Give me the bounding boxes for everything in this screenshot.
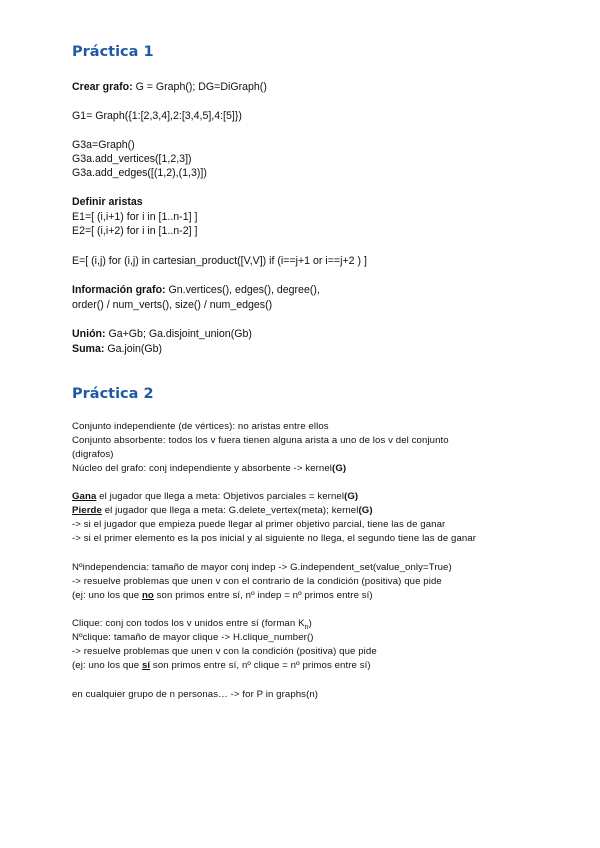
suma-label: Suma: — [72, 343, 105, 355]
pierde-line — [72, 504, 373, 518]
text-span: (G) — [358, 505, 373, 516]
text-line — [72, 659, 371, 673]
definir-aristas-heading: Definir aristas — [72, 196, 143, 208]
suma-line — [72, 342, 162, 356]
section-title: Práctica 2 — [72, 386, 154, 402]
subscript: n — [304, 623, 309, 631]
text-line: Conjunto absorbente: todos los v fuera tienen alguna arista a uno de los v del conjunto — [72, 435, 449, 446]
text-span-underlined: no — [141, 590, 154, 601]
info-text-1: Gn.vertices(), edges(), degree(), — [165, 284, 320, 296]
e2-line: E2=[ (i,i+2) for i in [1..n-2] ] — [72, 225, 198, 237]
union-text: Ga+Gb; Ga.disjoint_union(Gb) — [105, 328, 252, 340]
text-line — [72, 462, 346, 476]
g3a-line-1: G3a=Graph() — [72, 139, 135, 151]
suma-text: Ga.join(Gb) — [104, 343, 163, 355]
text-span: ) — [308, 618, 312, 629]
text-line — [72, 589, 373, 603]
text-span: son primos entre sí, nº clique = nº primos entre sí) — [150, 660, 371, 671]
text-line: -> si el primer elemento es la pos inicial y al siguiente no llega, el segundo tiene las de ganar — [72, 533, 477, 544]
text-span: son primos entre sí, nº indep = nº primos entre sí) — [153, 590, 373, 601]
gana-line — [72, 490, 358, 504]
text-line: -> si el jugador que empieza puede llegar al primer objetivo parcial, tiene las de ganar — [72, 519, 446, 530]
text-line: Conjunto independiente (de vértices): no aristas entre ellos — [72, 421, 329, 432]
text-span: el jugador que llega a meta: G.delete_vertex(meta); kernel — [101, 505, 359, 516]
text-line: en cualquier grupo de n personas… -> for P in graphs(n) — [72, 689, 319, 700]
g3a-line-3: G3a.add_edges([(1,2),(1,3)]) — [72, 167, 207, 179]
text-span: Núcleo del grafo: conj independiente y absorbente -> kernel — [72, 463, 333, 474]
crear-label: Crear grafo: — [72, 81, 133, 93]
text-span: (G) — [332, 463, 347, 474]
pierde-word: Pierde — [72, 505, 102, 516]
crear-grafo-line — [72, 80, 267, 94]
text-span-underlined: sí — [141, 660, 151, 671]
info-label: Información grafo: — [72, 284, 166, 296]
union-line — [72, 327, 252, 341]
info-grafo-line-1 — [72, 283, 320, 297]
g1-line: G1= Graph({1:[2,3,4],2:[3,4,5],4:[5]}) — [72, 110, 242, 122]
e-cartesian-line: E=[ (i,j) for (i,j) in cartesian_product([V,V]) if (i==j+1 or i==j+2 ) ] — [72, 255, 367, 267]
crear-text: G = Graph(); DG=DiGraph() — [132, 81, 267, 93]
g3a-line-2: G3a.add_vertices([1,2,3]) — [72, 153, 192, 165]
text-line: Nºindependencia: tamaño de mayor conj indep -> G.independent_set(value_only=True) — [72, 562, 452, 573]
e1-line: E1=[ (i,i+1) for i in [1..n-1] ] — [72, 211, 198, 223]
union-label: Unión: — [72, 328, 106, 340]
gana-word: Gana — [72, 491, 97, 502]
text-span: (ej: uno los que — [72, 590, 142, 601]
info-grafo-line-2: order() / num_verts(), size() / num_edges() — [72, 299, 273, 311]
text-span: el jugador que llega a meta: Objetivos parciales = kernel — [96, 491, 345, 502]
text-line: -> resuelve problemas que unen v con la condición (positiva) que pide — [72, 646, 377, 657]
section-title: Práctica 1 — [72, 44, 154, 60]
text-span: Clique: conj con todos los v unidos entre sí (forman K — [72, 618, 305, 629]
text-line: -> resuelve problemas que unen v con el contrario de la condición (positiva) que pide — [72, 576, 442, 587]
text-line: (digrafos) — [72, 449, 114, 460]
text-line: Nºclique: tamaño de mayor clique -> H.clique_number() — [72, 632, 314, 643]
text-span: (ej: uno los que — [72, 660, 142, 671]
text-span: (G) — [344, 491, 359, 502]
